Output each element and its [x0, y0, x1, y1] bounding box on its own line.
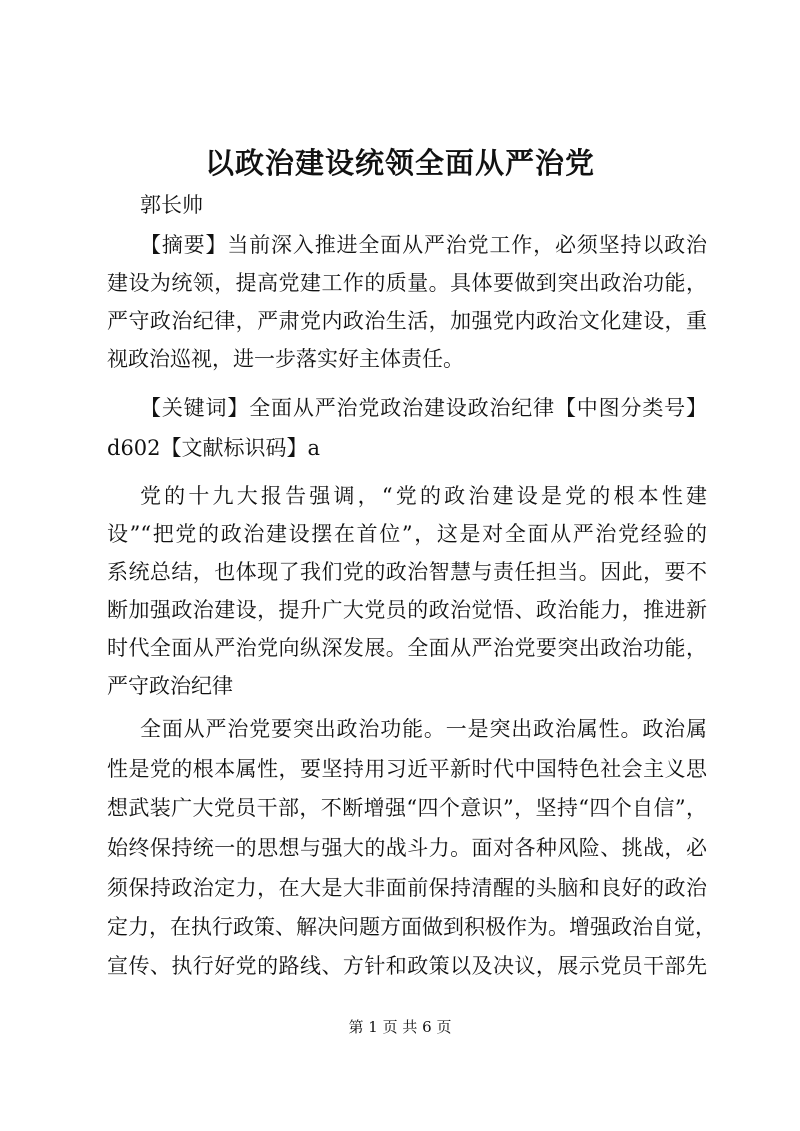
paragraph-2-line-6: 定力，在执行政策、解决问题方面做到积极作为。增强政治自觉，: [107, 915, 716, 939]
page-number-footer: 第 1 页 共 6 页: [348, 1018, 452, 1036]
paragraph-2-line-4: 始终保持统一的思想与强大的战斗力。面对各种风险、挑战，必: [107, 836, 707, 860]
document-title: 以政治建设统领全面从严治党: [204, 146, 595, 180]
abstract-line-4: 视政治巡视，进一步落实好主体责任。: [107, 347, 464, 371]
keywords-line-2: d602【文献标识码】a: [107, 436, 321, 460]
paragraph-1-line-2: 设”“把党的政治建设摆在首位”，这是对全面从严治党经验的: [107, 522, 707, 546]
paragraph-1-line-4: 断加强政治建设，提升广大党员的政治觉悟、政治能力，推进新: [107, 598, 707, 622]
paragraph-2-line-5: 须保持政治定力，在大是大非面前保持清醒的头脑和良好的政治: [107, 876, 707, 900]
paragraph-2-line-7: 宣传、执行好党的路线、方针和政策以及决议，展示党员干部先: [107, 954, 707, 978]
paragraph-1-line-6: 严守政治纪律: [107, 674, 233, 698]
abstract-line-2: 建设为统领，提高党建工作的质量。具体要做到突出政治功能，: [107, 271, 707, 295]
paragraph-1-line-5: 时代全面从严治党向纵深发展。全面从严治党要突出政治功能，: [107, 636, 707, 660]
paragraph-2-line-3: 想武装广大党员干部，不断增强“四个意识”，坚持“四个自信”，: [107, 796, 707, 820]
keywords-line-1: 【关键词】全面从严治党政治建设政治纪律【中图分类号】: [140, 396, 707, 420]
paragraph-2-line-1: 全面从严治党要突出政治功能。一是突出政治属性。政治属: [140, 717, 707, 741]
abstract-line-3: 严守政治纪律，严肃党内政治生活，加强党内政治文化建设，重: [107, 309, 707, 333]
paragraph-1-line-1: 党的十九大报告强调，“党的政治建设是党的根本性建: [140, 484, 707, 508]
abstract-line-1: 【摘要】当前深入推进全面从严治党工作，必须坚持以政治: [140, 233, 707, 257]
paragraph-2-line-2: 性是党的根本属性，要坚持用习近平新时代中国特色社会主义思: [107, 757, 707, 781]
paragraph-1-line-3: 系统总结，也体现了我们党的政治智慧与责任担当。因此，要不: [107, 560, 707, 584]
author-name: 郭长帅: [140, 193, 203, 217]
